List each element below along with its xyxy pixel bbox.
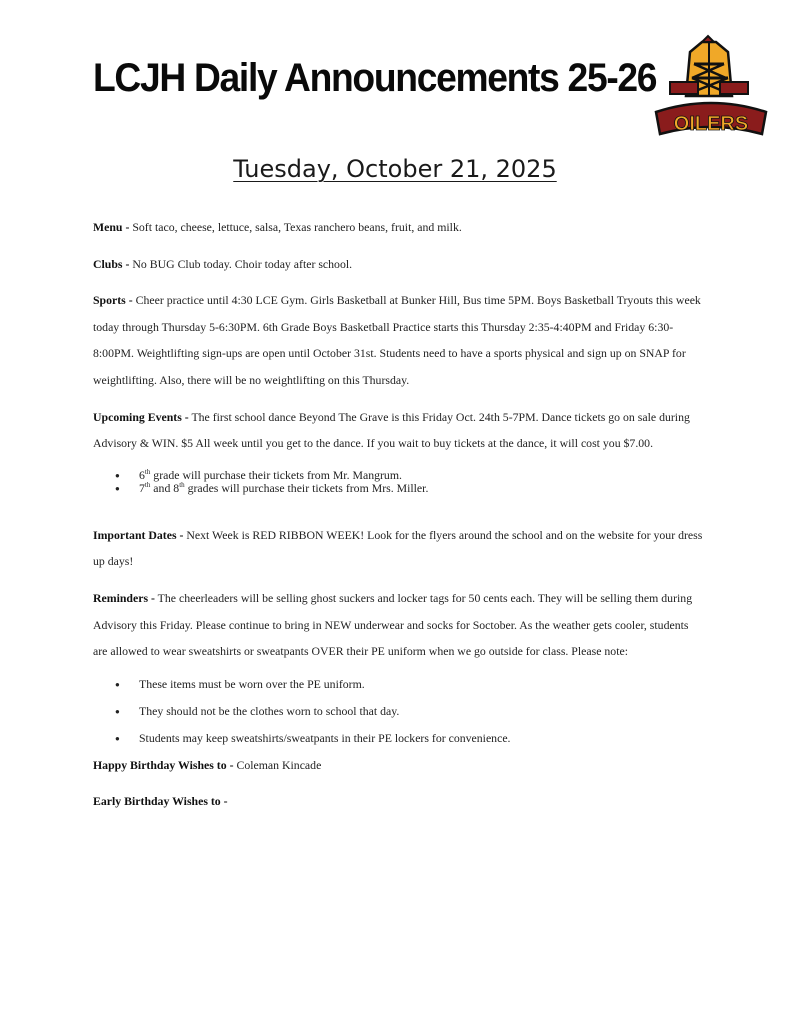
announcements-body — [93, 214, 703, 815]
menu-section — [93, 214, 703, 241]
list-item: ● 6th grade will purchase their tickets from Mr. Mangrum. — [93, 469, 703, 482]
menu-label: Menu - — [93, 220, 130, 234]
list-item: ● 7th and 8th grades will purchase their tickets from Mrs. Miller. — [93, 482, 703, 495]
reminders-list — [93, 671, 703, 752]
menu-text: Soft taco, cheese, lettuce, salsa, Texas ranchero beans, fruit, and milk. — [129, 220, 462, 234]
sports-label: Sports - — [93, 293, 133, 308]
list-item: ● These items must be worn over the PE uniform. — [93, 671, 703, 698]
reminders-label: Reminders - — [93, 590, 155, 605]
clubs-text: No BUG Club today. Choir today after school. — [129, 256, 353, 271]
upcoming-label: Upcoming Events - — [93, 409, 189, 424]
list-item: ● Students may keep sweatshirts/sweatpants in their PE lockers for convenience. — [93, 725, 703, 752]
page-title: LCJH Daily Announcements 25-26 — [93, 56, 657, 100]
birthday-text: Coleman Kincade — [233, 757, 322, 772]
logo-text: OILERS — [673, 113, 749, 135]
ticket-list — [93, 469, 703, 495]
clubs-label: Clubs - — [93, 256, 130, 271]
important-text: Next Week is RED RIBBON WEEK! Look for the flyers around the school and on the website for your dress up days! — [93, 527, 703, 569]
announcement-date — [0, 152, 790, 186]
sports-section — [93, 287, 703, 393]
early-birthday-section — [93, 788, 703, 815]
upcoming-text: The first school dance Beyond The Grave is this Friday Oct. 24th 5-7PM. Dance tickets go on sale during Advisory & WIN. $5 All week until you get to the dance. If you wait to buy tickets at the dance, it will cost you $7.00. — [93, 409, 690, 451]
oilers-logo — [650, 34, 772, 142]
sports-text: Cheer practice until 4:30 LCE Gym. Girls Basketball at Bunker Hill, Bus time 5PM. Boys Basketball Tryouts this week today through Thursday 5-6:30PM. 6th Grade Boys Basketball Practice starts this Thursday 2:35-4:40PM and Friday 6:30-8:00PM. Weightlifting sign-ups are open until October 31st. Students need to have a sports physical and sign up on SNAP for weightlifting. Also, there will be no weightlifting on this Thursday. — [93, 293, 701, 387]
birthday-label: Happy Birthday Wishes to - — [93, 757, 234, 772]
list-item: ● They should not be the clothes worn to school that day. — [93, 698, 703, 725]
important-label: Important Dates - — [93, 527, 184, 542]
birthday-section — [93, 752, 703, 779]
reminders-text: The cheerleaders will be selling ghost suckers and locker tags for 50 cents each. They will be selling them during Advisory this Friday. Please continue to bring in NEW underwear and socks for Soctober. As the weather gets cooler, students are allowed to wear sweatshirts or sweatpants OVER their PE uniform when we go outside for class. Please note: — [93, 590, 693, 659]
upcoming-events-section — [93, 404, 703, 457]
reminders-section — [93, 585, 703, 665]
clubs-section — [93, 251, 703, 278]
important-dates-section — [93, 522, 703, 575]
early-birthday-label: Early Birthday Wishes to - — [93, 794, 228, 809]
date-text: Tuesday, October 21, 2025 — [233, 155, 557, 183]
